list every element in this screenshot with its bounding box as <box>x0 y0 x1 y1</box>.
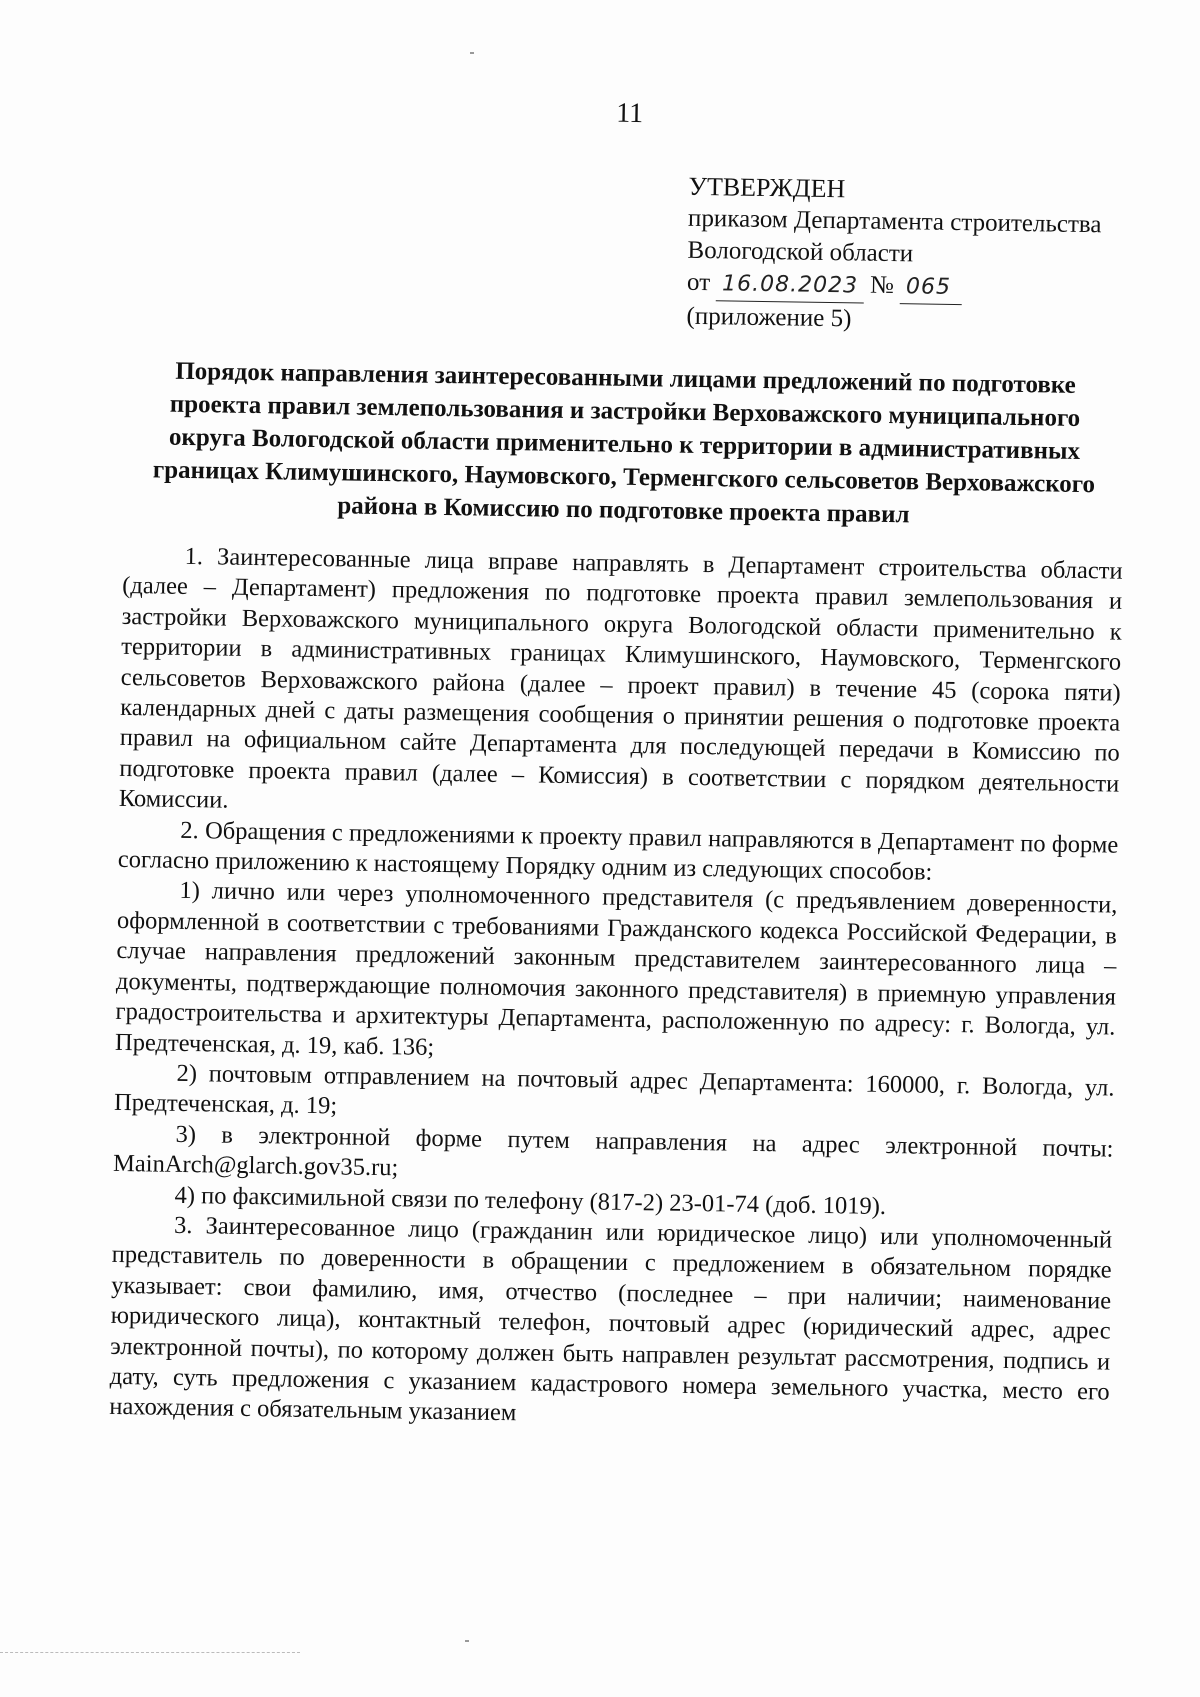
approval-heading: УТВЕРЖДЕН <box>688 171 846 204</box>
scan-artifact-line <box>0 1652 300 1653</box>
document-title: Порядок направления заинтересованными лицами предложений по подготовке проекта правил землепользования и застройки Верховажского муниципального округа Вологодской области применительно к территории в административных границах Климушинского, Наумовского, Терменгского сельсоветов Верховажского района в Комиссию по подготовке проекта правил <box>152 357 1096 529</box>
paragraph-1: 1. Заинтересованные лица вправе направлять в Департамент строительства области (далее – Департамент) предложения по подготовке проекта правил землепользования и застройки Верховажского муниципального округа Вологодской области применительно к территории в административных границах Климушинского, Наумовского, Терменгского сельсоветов Верховажского района (далее – проект правил) в течение 45 (сорока пяти) календарных дней с даты размещения сообщения о принятии решения о подготовке проекта правил на официальном сайте Департамента для последующей передачи в Комиссию по подготовке проекта правил (далее – Комиссия) в соответствии с порядком деятельности Комиссии. <box>118 542 1123 814</box>
paragraph-2-item-2: 2) почтовым отправлением на почтовый адрес Департамента: 160000, г. Вологда, ул. Предтеченская, д. 19; <box>113 1059 1115 1120</box>
number-prefix: № <box>869 271 895 300</box>
approval-block <box>686 171 1128 340</box>
scan-speck <box>465 1640 469 1642</box>
scan-speck <box>470 52 474 54</box>
handwritten-date: 16.08.2023 <box>716 268 864 303</box>
paragraph-2-item-4: 4) по факсимильной связи по телефону (817-2) 23-01-74 (доб. 1019). <box>174 1181 887 1220</box>
approval-line-2: Вологодской области <box>687 236 914 268</box>
date-prefix: от <box>686 268 711 297</box>
scanned-content <box>109 90 1130 1438</box>
page-number: 11 <box>615 97 644 130</box>
approval-appendix: (приложение 5) <box>686 302 852 333</box>
paragraph-2-item-3: 3) в электронной форме путем направления на адрес электронной почты: MainArch@glarch.gov35.ru; <box>112 1120 1114 1182</box>
document-body <box>109 541 1123 1438</box>
handwritten-number: 065 <box>900 271 963 305</box>
approval-line-1: приказом Департамента строительства <box>687 204 1102 239</box>
paragraph-2: 2. Обращения с предложениями к проекту правил направляются в Департамент по форме согласно приложению к настоящему Порядку одним из следующих способов: <box>117 816 1119 886</box>
paragraph-2-item-1: 1) лично или через уполномоченного представителя (с предъявлением доверенности, оформленной в соответствии с требованиями Гражданского кодекса Российской Федерации, в случае направления предложений законным представителем заинтересованного лица – документы, подтверждающие полномочия законного представителя) в приемную управления градостроительства и архитектуры Департамента, расположенную по адресу: г. Вологда, ул. Предтеченская, д. 19, каб. 136; <box>114 877 1118 1061</box>
paragraph-3: 3. Заинтересованное лицо (гражданин или юридическое лицо) или уполномоченный представитель по доверенности в обращении с предложением в обязательном порядке указывает: свои фамилию, имя, отчество (последнее – при наличии; наименование юридического лица), контактный телефон, почтовый адрес (юридический адрес, адрес электронной почты), по которому должен быть направлен результат рассмотрения, подпись и дату, суть предложения с указанием кадастрового номера земельного участка, место его нахождения с обязательным указанием <box>109 1211 1113 1427</box>
